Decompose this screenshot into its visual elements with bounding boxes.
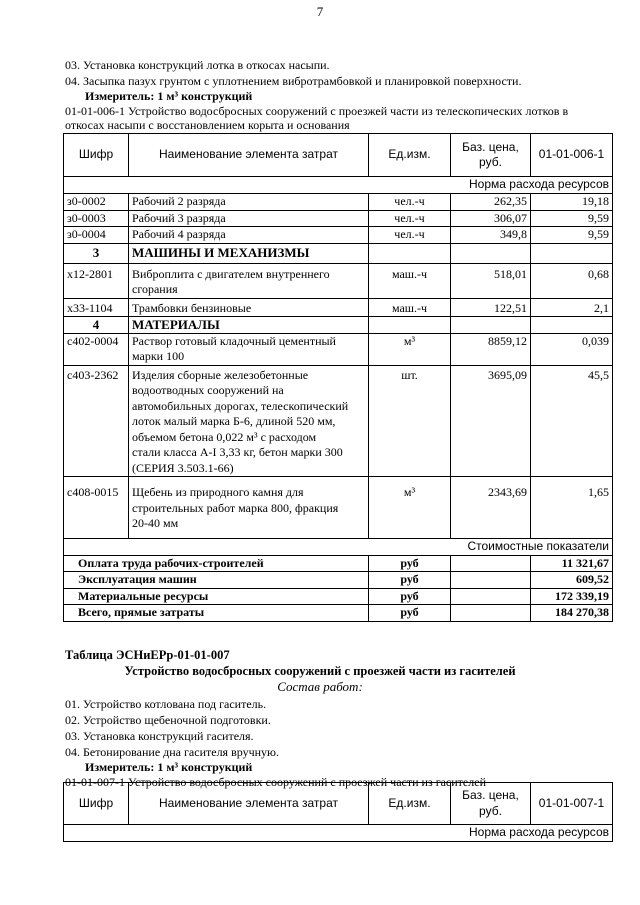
table-row	[64, 298, 613, 317]
work-step-04: 04. Бетонирование дна гасителя вручную.	[65, 745, 280, 759]
section-number: 3	[64, 243, 129, 263]
table-label: Таблица ЭСНиЕРр-01-01-007	[65, 648, 230, 662]
cell-code: с402-0004	[64, 333, 129, 365]
total-value: 609,52	[531, 572, 613, 589]
norm-label: Норма расхода ресурсов	[64, 177, 613, 194]
total-value: 172 339,19	[531, 588, 613, 605]
work-step-03: 03. Установка конструкций лотка в откосах насыпи.	[65, 58, 330, 72]
total-unit: руб	[369, 605, 451, 622]
cell-name: Рабочий 2 разряда	[129, 194, 369, 211]
cell-name: Трамбовки бензиновые	[129, 298, 369, 317]
cell-value: 0,039	[531, 333, 613, 365]
total-label: Всего, прямые затраты	[64, 605, 369, 622]
header-price: Баз. цена, руб.	[451, 134, 531, 177]
cell-name: Изделия сборные железобетонные водоотводных сооружений на автомобильных дорогах, телескопический лоток малый марка Б-6, длиной 520 мм, объемом бетона 0,022 м³ с расходом стали класса А-I 3,33 кг, бетон марки 300 (СЕРИЯ 3.503.1-66)	[129, 365, 369, 477]
section-row	[64, 243, 613, 263]
header-price: Баз. цена, руб.	[451, 783, 531, 825]
total-unit: руб	[369, 572, 451, 589]
cell-code: х12-2801	[64, 263, 129, 298]
cell-code: х33-1104	[64, 298, 129, 317]
cell-unit: м³	[369, 333, 451, 365]
cell-price: 8859,12	[451, 333, 531, 365]
total-unit: руб	[369, 555, 451, 572]
total-label: Оплата труда рабочих-строителей	[64, 555, 369, 572]
section-title: МАШИНЫ И МЕХАНИЗМЫ	[129, 243, 369, 263]
cell-value: 9,59	[531, 227, 613, 244]
table-row	[64, 333, 613, 365]
table-header	[64, 783, 613, 825]
header-name: Наименование элемента затрат	[129, 134, 369, 177]
cell-unit: чел.-ч	[369, 227, 451, 244]
cell-value: 19,18	[531, 194, 613, 211]
total-value: 184 270,38	[531, 605, 613, 622]
work-step-04: 04. Засыпка пазух грунтом с уплотнением вибротрамбовкой и планировкой поверхности.	[65, 74, 522, 88]
cell-price: 306,07	[451, 210, 531, 227]
header-code: Шифр	[64, 134, 129, 177]
cell-unit: шт.	[369, 365, 451, 477]
norm-row	[64, 177, 613, 194]
measurer-label: Измеритель: 1 м³ конструкций	[85, 89, 253, 103]
section-number: 4	[64, 317, 129, 334]
cell-price: 2343,69	[451, 477, 531, 539]
total-row	[64, 555, 613, 572]
total-row	[64, 572, 613, 589]
table-row	[64, 210, 613, 227]
cell-code: з0-0004	[64, 227, 129, 244]
table-title: Устройство водосбросных сооружений с проезжей части из гасителей	[124, 664, 516, 678]
table-header	[64, 134, 613, 177]
cell-unit: маш.-ч	[369, 263, 451, 298]
header-unit: Ед.изм.	[369, 134, 451, 177]
cell-value: 0,68	[531, 263, 613, 298]
cell-price: 349,8	[451, 227, 531, 244]
work-step-03: 03. Установка конструкций гасителя.	[65, 729, 254, 743]
work-step-01: 01. Устройство котлована под гаситель.	[65, 697, 267, 711]
cell-unit: м³	[369, 477, 451, 539]
norms-table-1	[63, 133, 613, 622]
total-row	[64, 588, 613, 605]
total-value: 11 321,67	[531, 555, 613, 572]
cell-code: с408-0015	[64, 477, 129, 539]
norm-row	[64, 825, 613, 842]
header-norm-code: 01-01-007-1	[531, 783, 613, 825]
norm-label: Норма расхода ресурсов	[64, 825, 613, 842]
cell-value: 1,65	[531, 477, 613, 539]
table-row	[64, 477, 613, 539]
cell-unit: маш.-ч	[369, 298, 451, 317]
cell-value: 9,59	[531, 210, 613, 227]
cell-price: 122,51	[451, 298, 531, 317]
cell-code: з0-0003	[64, 210, 129, 227]
header-code: Шифр	[64, 783, 129, 825]
header-norm-code: 01-01-006-1	[531, 134, 613, 177]
cost-row	[64, 538, 613, 555]
total-row	[64, 605, 613, 622]
cell-value: 2,1	[531, 298, 613, 317]
code-description: 01-01-006-1 Устройство водосбросных сооружений с проезжей части из телескопических лотков в	[65, 104, 569, 118]
cell-name: Виброплита с двигателем внутреннего сгорания	[129, 263, 369, 298]
total-label: Материальные ресурсы	[64, 588, 369, 605]
total-unit: руб	[369, 588, 451, 605]
cell-name: Щебень из природного камня для строительных работ марка 800, фракция 20-40 мм	[129, 477, 369, 539]
page-number: 7	[316, 4, 324, 19]
cell-code: з0-0002	[64, 194, 129, 211]
cell-name: Рабочий 3 разряда	[129, 210, 369, 227]
cell-unit: чел.-ч	[369, 210, 451, 227]
cell-price: 3695,09	[451, 365, 531, 477]
cell-name: Раствор готовый кладочный цементный марки 100	[129, 333, 369, 365]
norms-table-2	[63, 782, 613, 842]
cost-label: Стоимостные показатели	[64, 538, 613, 555]
table-row	[64, 263, 613, 298]
header-unit: Ед.изм.	[369, 783, 451, 825]
cell-unit: чел.-ч	[369, 194, 451, 211]
section-title: МАТЕРИАЛЫ	[129, 317, 369, 334]
table-row	[64, 365, 613, 477]
header-name: Наименование элемента затрат	[129, 783, 369, 825]
works-label: Состав работ:	[277, 679, 363, 694]
table-row	[64, 227, 613, 244]
section-row	[64, 317, 613, 334]
work-step-02: 02. Устройство щебеночной подготовки.	[65, 713, 271, 727]
cell-value: 45,5	[531, 365, 613, 477]
table-row	[64, 194, 613, 211]
cell-price: 518,01	[451, 263, 531, 298]
cell-name: Рабочий 4 разряда	[129, 227, 369, 244]
code-description: 01-01-007-1 Устройство водосбросных сооружений с проезжей части из гасителей	[65, 775, 486, 789]
cell-code: с403-2362	[64, 365, 129, 477]
measurer-label: Измеритель: 1 м³ конструкций	[85, 760, 253, 774]
code-description-cont: откосах насыпи с восстановлением корыта и основания	[65, 118, 350, 132]
total-label: Эксплуатация машин	[64, 572, 369, 589]
cell-price: 262,35	[451, 194, 531, 211]
